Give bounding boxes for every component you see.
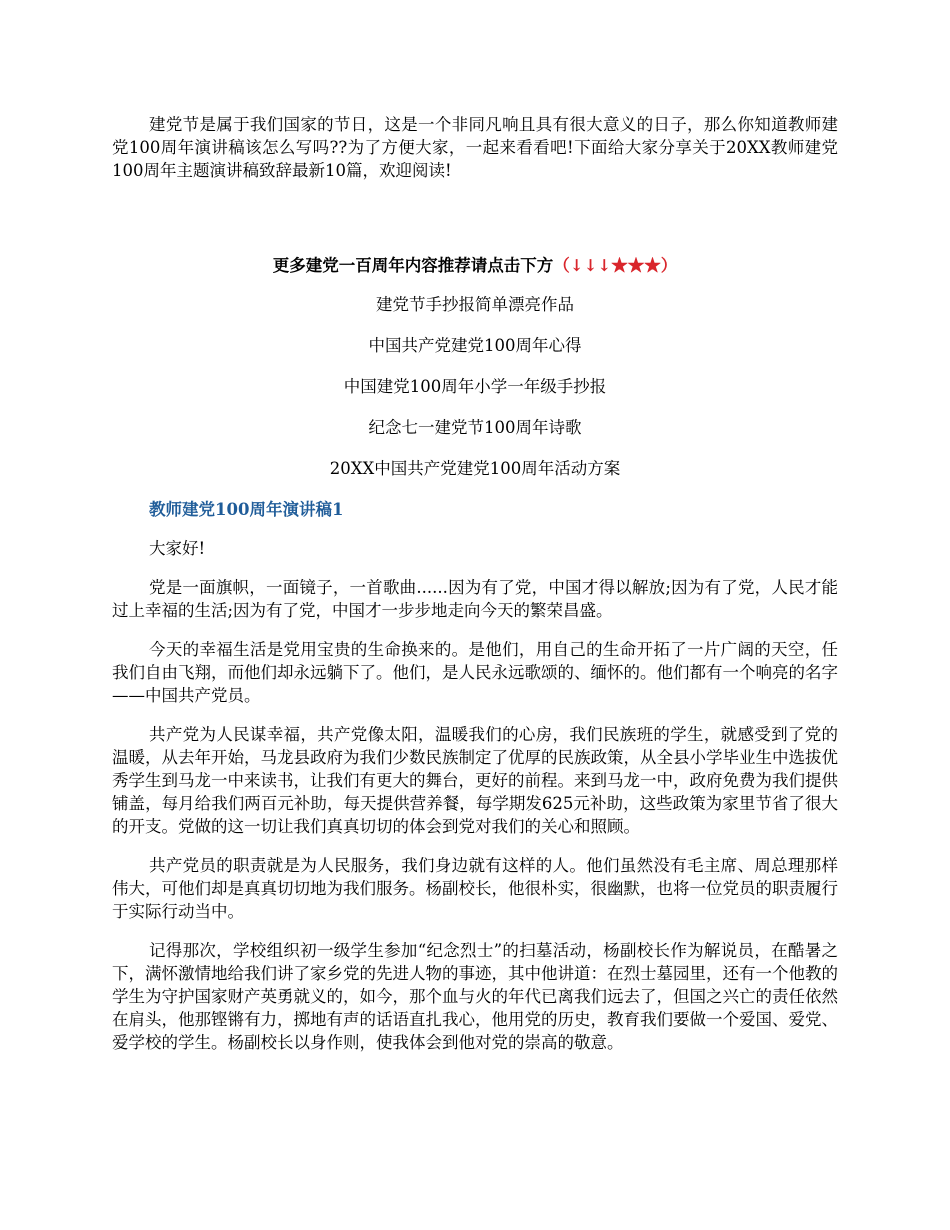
recommend-link[interactable]: 建党节手抄报简单漂亮作品	[376, 295, 574, 314]
recommend-heading	[112, 254, 838, 277]
recommend-link[interactable]: 中国共产党建党100周年心得	[368, 336, 582, 355]
intro-paragraph: 建党节是属于我们国家的节日，这是一个非同凡响且具有很大意义的日子，那么你知道教师建党100周年演讲稿该怎么写吗??为了方便大家，一起来看看吧!下面给大家分享关于20XX教师建党100周年主题演讲稿致辞最新10篇，欢迎阅读!	[112, 115, 838, 180]
recommend-link[interactable]: 纪念七一建党节100周年诗歌	[368, 418, 582, 437]
greeting: 大家好!	[149, 539, 206, 558]
recommend-link[interactable]: 中国建党100周年小学一年级手抄报	[343, 377, 607, 396]
recommend-link[interactable]: 20XX中国共产党建党100周年活动方案	[329, 459, 621, 478]
section-title: 教师建党100周年演讲稿1	[149, 500, 344, 519]
recommend-block	[112, 254, 838, 480]
body-paragraph: 共产党员的职责就是为人民服务，我们身边就有这样的人。他们虽然没有毛主席、周总理那样伟大，可他们却是真真切切地为我们服务。杨副校长，他很朴实，很幽默，也将一位党员的职责履行于实际行动当中。	[112, 856, 838, 921]
recommend-arrows: （↓↓↓★★★）	[553, 256, 678, 275]
body-paragraph: 党是一面旗帜，一面镜子，一首歌曲......因为有了党，中国才得以解放;因为有了党，人民才能过上幸福的生活;因为有了党，中国才一步步地走向今天的繁荣昌盛。	[112, 578, 838, 620]
body-paragraph: 今天的幸福生活是党用宝贵的生命换来的。是他们，用自己的生命开拓了一片广阔的天空，任我们自由飞翔，而他们却永远躺下了。他们，是人民永远歌颂的、缅怀的。他们都有一个响亮的名字——中国共产党员。	[112, 640, 838, 705]
body-paragraph: 共产党为人民谋幸福，共产党像太阳，温暖我们的心房，我们民族班的学生，就感受到了党的温暖，从去年开始，马龙县政府为我们少数民族制定了优厚的民族政策，从全县小学毕业生中选拔优秀学生到马龙一中来读书，让我们有更大的舞台，更好的前程。来到马龙一中，政府免费为我们提供铺盖，每月给我们两百元补助，每天提供营养餐，每学期发625元补助，这些政策为家里节省了很大的开支。党做的这一切让我们真真切切的体会到党对我们的关心和照顾。	[112, 725, 838, 836]
body-paragraph: 记得那次，学校组织初一级学生参加“纪念烈士”的扫墓活动，杨副校长作为解说员，在酷暑之下，满怀激情地给我们讲了家乡党的先进人物的事迹，其中他讲道：在烈士墓园里，还有一个他教的学生为守护国家财产英勇就义的，如今，那个血与火的年代已离我们远去了，但国之兴亡的责任依然在肩头，他那铿锵有力，掷地有声的话语直扎我心，他用党的历史，教育我们要做一个爱国、爱党、爱学校的学生。杨副校长以身作则，使我体会到他对党的崇高的敬意。	[112, 941, 838, 1052]
recommend-heading-text: 更多建党一百周年内容推荐请点击下方	[272, 256, 554, 275]
